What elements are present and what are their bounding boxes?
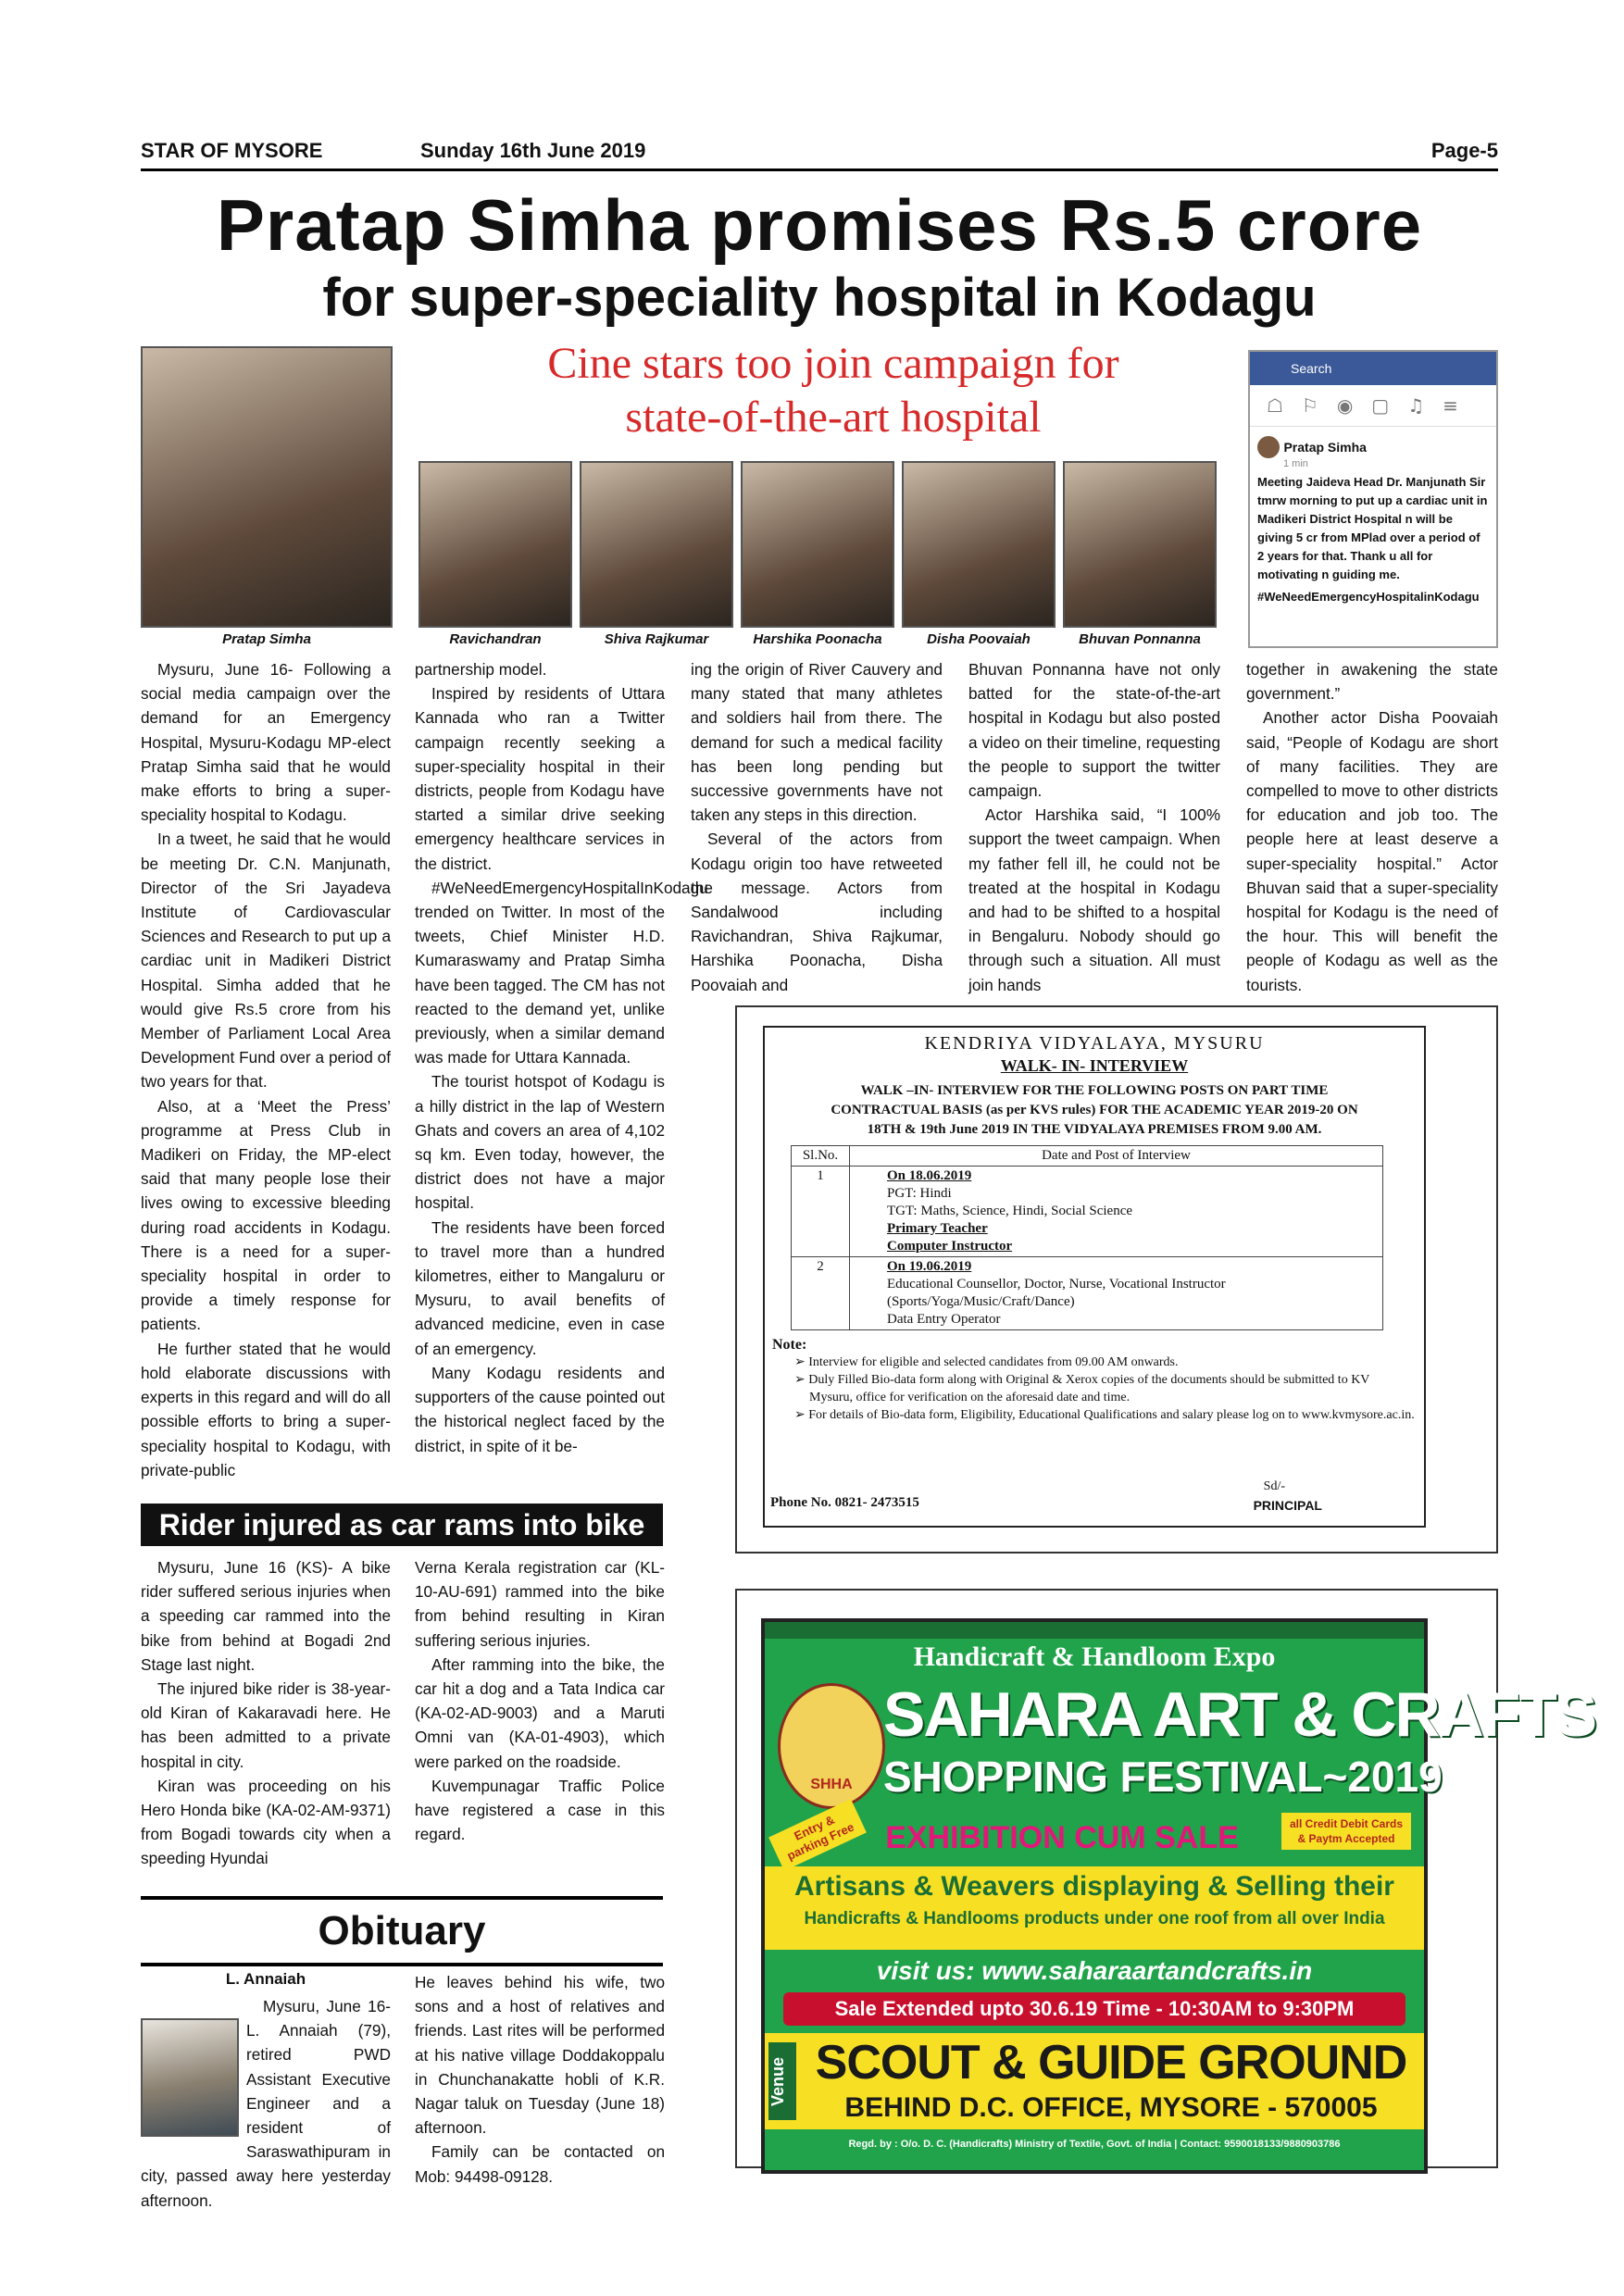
kv-title: KENDRIYA VIDYALAYA, MYSURU [924,1033,1265,1054]
paragraph: Inspired by residents of Uttara Kannada who ran a Twitter campaign recently seeking a super-speciality hospital in their districts, people from Kodagu have started a similar drive seeking emergency healthcare services in the district. [415,684,665,873]
post-hashtag: #WeNeedEmergencyHospitalinKodagu [1257,590,1480,604]
arrow-bullet-icon: ➢ [794,1408,809,1422]
pratap-simha-photo [141,346,393,628]
article-column-5 [1246,657,1498,997]
paper-name: STAR OF MYSORE [141,139,323,162]
shiva-rajkumar-photo [580,461,733,628]
table-header: Date and Post of Interview [850,1146,1383,1167]
kv-subtitle: WALK- IN- INTERVIEW [1000,1056,1189,1075]
table-cell: 2 [792,1257,850,1330]
kv-walk-in-ad [763,1026,1426,1528]
paragraph: Kiran was proceeding on his Hero Honda bike (KA-02-AM-9371) from Bogadi towards city when a speeding Hyundai [141,1776,391,1868]
entry-badge: Entry & parking Free [768,1799,867,1871]
paragraph: Also, at a ‘Meet the Press’ programme at Press Club in Madikeri on Friday, the MP-elect said that many people lose their lives owing to excessive bleeding during road accidents in Kodagu. There is a need for a super-speciality hospital in order to provide a timely response for patients. [141,1096,391,1334]
paragraph: Mysuru, June 16 (KS)- A bike rider suffered serious injuries when a speeding car rammed into the bike from behind at Bogadi 2nd Stage last night. [141,1558,391,1674]
venue-label: Venue [768,2042,796,2120]
facebook-search-bar [1250,352,1496,385]
issue-date: Sunday 16th June 2019 [420,139,646,162]
regd-footer: Regd. by : O/o. D. C. (Handicrafts) Ministry of Textile, Govt. of India | Contact: 9590018133/9880903786 [848,2139,1341,2150]
paragraph: Actor Harshika said, “I 100% support the tweet campaign. When my father fell ill, he could not be treated at the hospital in Kodagu and had to be shifted to a hospital in Bengaluru. Nobody should go through such a situation. All must join hands [968,805,1220,994]
brand-name: SAHARA ART & CRAFTS [883,1679,1596,1750]
paragraph: Kuvempunagar Traffic Police have registered a case in this regard. [415,1776,665,1844]
post-item: (Sports/Yoga/Music/Craft/Dance) [887,1294,1075,1309]
post-text: Meeting Jaideva Head Dr. Manjunath Sir tmrw morning to put up a cardiac unit in Madikeri District Hospital n will be giving 5 cr from MPlad over a period of 2 years for that. Thank u all for motivating n guiding me. [1257,475,1488,581]
sale-extended-banner: Sale Extended upto 30.6.19 Time - 10:30AM to 9:30PM [783,1992,1405,2026]
venue-name: SCOUT & GUIDE GROUND [815,2036,1407,2090]
bhuvan-photo [1063,461,1217,628]
facebook-post-screenshot [1248,350,1498,648]
caption-ravi: Ravichandran [449,631,542,647]
paragraph: #WeNeedEmergencyHospitalInKodagu trended on Twitter. In most of the tweets, Chief Minister H.D. Kumaraswamy and Pratap Simha have been tagged. The CM has not reacted to the demand yet, unlike previously, when a similar demand was made for Uttara Kannada. [415,878,708,1067]
paragraph: The residents have been forced to travel more than a hundred kilometres, either to Mangaluru or Mysuru, to avail benefits of advanced medicine, even in case of an emergency. [415,1217,665,1358]
arrow-bullet-icon: ➢ [794,1373,809,1387]
logo-text: SHHA [810,1777,853,1792]
post-item: Computer Instructor [887,1239,1013,1254]
ravichandran-photo [418,461,572,628]
sale-heading: EXHIBITION CUM SALE [885,1820,1239,1855]
kv-principal: PRINCIPAL [1253,1498,1322,1513]
products-text: Handicrafts & Handlooms products under one roof from all over India [804,1909,1385,1928]
expo-title: Handicraft & Handloom Expo [913,1641,1276,1672]
note-item: ➢ Interview for eligible and selected candidates from 09.00 AM onwards. [794,1355,1179,1369]
sahara-expo-ad [761,1618,1596,2174]
post-author [1250,427,1496,469]
post-item: Educational Counsellor, Doctor, Nurse, Vocational Instructor [887,1277,1226,1292]
obituary-heading: Obituary [141,1896,663,1966]
note-item: ➢ For details of Bio-data form, Eligibility, Educational Qualifications and salary please log on to www.kvmysore.ac.in. [794,1408,1415,1422]
kv-phone: Phone No. 0821- 2473515 [770,1495,919,1510]
kv-line2: CONTRACTUAL BASIS (as per KVS rules) FOR THE ACADEMIC YEAR 2019-20 ON [831,1103,1358,1117]
obituary-name: L. Annaiah [225,1970,306,1988]
kv-line3: 18TH & 19th June 2019 IN THE VIDYALAYA PREMISES FROM 9.00 AM. [867,1122,1322,1137]
rider-column-1 [141,1555,391,1871]
festival-name: SHOPPING FESTIVAL~2019 [883,1753,1443,1801]
disha-photo [902,461,1056,628]
paragraph: He further stated that he would hold elaborate discussions with experts in this regard and will do all possible efforts to bring a super-speciality hospital to Kodagu, with private-public [141,1339,391,1479]
kv-interview-table [791,1145,1383,1330]
main-headline-line2: for super-speciality hospital in Kodagu [322,268,1317,328]
arrow-bullet-icon: ➢ [794,1355,809,1369]
paragraph: ing the origin of River Cauvery and many stated that many athletes and soldiers hail from there. The demand for such a medical facility has been long pending but successive governments have not taken any steps in this direction. [691,660,943,825]
facebook-nav-icons: ☖⚐◉▢♫≡ [1250,385,1496,427]
note-label: Note: [772,1337,807,1353]
sub-headline-line1: Cine stars too join campaign for [547,339,1119,388]
caption-shiva: Shiva Rajkumar [604,631,709,647]
post-item: Data Entry Operator [887,1312,1001,1327]
note-item: ➢ Duly Filled Bio-data form along with Original & Xerox copies of the documents should be submitted to KV Mysuru, office for verification on the aforesaid date and time. [794,1373,1370,1404]
article-column-1 [141,657,391,1482]
paragraph: Bhuvan Ponnanna have not only batted for the state-of-the-art hospital in Kodagu but also posted a video on their timeline, requesting the people to support the twitter campaign. [968,660,1220,801]
main-headline: Pratap Simha promises Rs.5 crore [216,184,1423,266]
paragraph: Many Kodagu residents and supporters of the cause pointed out the historical neglect faced by the district, in spite of it be- [415,1363,665,1455]
caption-bhuvan: Bhuvan Ponnanna [1079,631,1201,647]
rider-headline: Rider injured as car rams into bike [141,1504,663,1546]
rider-column-2 [415,1555,665,1846]
venue-banner [765,2033,1424,2129]
paragraph: partnership model. [415,660,547,679]
harshika-photo [741,461,894,628]
search-label: Search [1291,361,1332,376]
paragraph: Verna Kerala registration car (KL-10-AU-691) rammed into the bike from behind resulting in Kiran suffering serious injuries. [415,1558,665,1650]
paragraph: Another actor Disha Poovaiah said, “People of Kodagu are short of many facilities. They are compelled to move to other districts for education and job too. The people here at least deserve a super-speciality hospital.” Actor Bhuvan said that a super-speciality hospital for Kodagu is the need of the hour. This will benefit the people of Kodagu as well as the tourists. [1246,708,1498,994]
obituary-column-1 [141,1994,391,2213]
paragraph: After ramming into the bike, the car hit a dog and a Tata Indica car (KA-02-AD-9003) and a Maruti Omni van (KA-01-4903), which were parked on the roadside. [415,1654,665,1771]
website-text: visit us: www.saharaartandcrafts.in [876,1956,1313,1985]
page-header [141,135,1498,171]
obituary-column-2 [415,1970,665,2189]
kv-line1: WALK –IN- INTERVIEW FOR THE FOLLOWING POSTS ON PART TIME [860,1083,1329,1098]
avatar [1257,436,1280,458]
caption-harshika: Harshika Poonacha [753,631,882,647]
table-header: Sl.No. [792,1146,850,1167]
article-column-3 [691,657,943,997]
artisans-banner [765,1866,1424,1950]
paragraph: The injured bike rider is 38-year-old Kiran of Kakaravadi here. He has been admitted to a private hospital in city. [141,1679,391,1771]
shha-logo [778,1683,885,1809]
caption-pratap: Pratap Simha [222,631,311,647]
paragraph: In a tweet, he said that he would be meeting Dr. C.N. Manjunath, Director of the Sri Jayadeva Institute of Cardiovascular Sciences and Research to put up a cardiac unit in Madikeri District Hospital. Simha added that he would give Rs.5 crore from his Member of Parliament Local Area Development Fund over a period of two years for that. [141,830,391,1092]
paragraph: Mysuru, June 16- Following a social media campaign over the demand for an Emergency Hospital, Mysuru-Kodagu MP-elect Pratap Simha said that he would make efforts to bring a super-speciality hospital to Kodagu. [141,660,391,825]
cards-badge: all Credit Debit Cards & Paytm Accepted [1281,1813,1411,1850]
caption-disha: Disha Poovaiah [927,631,1031,647]
paragraph: Family can be contacted on Mob: 94498-09128. [415,2142,665,2186]
artisans-text: Artisans & Weavers displaying & Selling their [794,1871,1394,1902]
interview-date: On 18.06.2019 [887,1168,972,1183]
paragraph: He leaves behind his wife, two sons and a host of relatives and friends. Last rites will be performed at his native village Doddakoppalu in Chunchanakatte hobli of K.R. Nagar taluk on Tuesday (June 18) afternoon. [415,1973,665,2138]
post-item: PGT: Hindi [887,1186,952,1201]
author-name: Pratap Simha [1283,440,1367,455]
ad-border-pattern [765,1622,1424,1639]
paragraph: The tourist hotspot of Kodagu is a hilly district in the lap of Western Ghats and covers an area of 4,102 sq km. Even today, however, the district does not have a major hospital. [415,1072,665,1213]
paragraph: Several of the actors from Kodagu origin too have retweeted the message. Actors from Sandalwood including Ravichandran, Shiva Rajkumar, Harshika Poonacha, Disha Poovaiah and [691,830,943,994]
venue-address: BEHIND D.C. OFFICE, MYSORE - 570005 [844,2092,1378,2123]
post-time: 1 min [1283,458,1308,469]
paragraph: Mysuru, June 16- L. Annaiah (79), retired PWD Assistant Executive Engineer and a resident of Saraswathipuram in city, passed away here yesterday afternoon. [141,1997,391,2210]
page-number: Page-5 [1430,139,1498,162]
article-column-4 [968,657,1220,997]
paragraph: together in awakening the state government.” [1246,660,1498,704]
sub-headline-line2: state-of-the-art hospital [625,393,1042,442]
interview-date: On 19.06.2019 [887,1259,972,1274]
table-cell: 1 [792,1167,850,1257]
article-column-2 [415,657,708,1458]
kv-signature: Sd/- [1263,1479,1285,1493]
post-item: Primary Teacher [887,1221,988,1236]
post-item: TGT: Maths, Science, Hindi, Social Science [887,1204,1133,1218]
sub-headline [407,337,1259,444]
